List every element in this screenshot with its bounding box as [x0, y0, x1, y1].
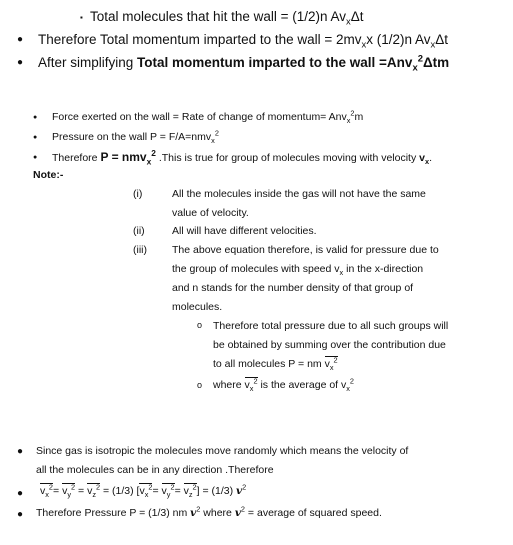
- line-total-molecules: Total molecules that hit the wall = (1/2)n $Av_x\Delta t$: [90, 9, 364, 28]
- note-iii-line4: molecules.: [172, 301, 223, 313]
- note-iii-line2: the group of molecules with speed $v_x$ in the x-direction: [172, 263, 424, 278]
- square-bullet: ▪: [80, 13, 83, 22]
- note-ii-line1: All will have different velocities.: [172, 225, 317, 237]
- disc-bullet: ●: [17, 446, 24, 457]
- line-therefore-pressure: Therefore P = nmv$_x^2$ .This is true for group of molecules moving with velocity $v_x$.: [52, 148, 432, 167]
- disc-bullet: ●: [17, 57, 24, 68]
- disc-bullet: ●: [17, 34, 24, 45]
- note-iii-line1: The above equation therefore, is valid for pressure due to: [172, 244, 439, 256]
- note-number-i: (i): [133, 188, 143, 200]
- disc-bullet: ●: [33, 134, 38, 141]
- note-i-line2: value of velocity.: [172, 207, 249, 219]
- final-pressure-line: Therefore Pressure P = (1/3) nm $v^2$ where $v^2$ = average of squared speed.: [36, 504, 382, 519]
- disc-bullet: ●: [33, 114, 38, 121]
- line-pressure: Pressure on the wall P = F/A=nmv$_x^2$: [52, 128, 219, 146]
- note-number-ii: (ii): [133, 225, 145, 237]
- circle-bullet: o: [197, 380, 203, 390]
- sub-total-pressure-line3: to all molecules P = nm $v_x^2$: [213, 355, 338, 373]
- disc-bullet: ●: [17, 488, 24, 499]
- note-i-line1: All the molecules inside the gas will not have the same: [172, 188, 426, 200]
- circle-bullet: o: [197, 320, 203, 330]
- sub-where-average: where $v_x^2$ is the average of $v_x^2$: [213, 376, 355, 394]
- line-after-simplifying: After simplifying Total momentum imparted to the wall =Anv$_x^2$Δtm: [38, 53, 450, 74]
- isotropic-equation: $v_x^2= v_y^2 = v_z^2 = (1/3)$ $[v_x^2= v_y^2= v_z^2] = (1/3)$ $v^2$: [40, 482, 247, 500]
- line-total-momentum: Therefore Total momentum imparted to the wall = $2mv_xx$ (1/2)n $Av_x\Delta t$: [38, 32, 449, 51]
- note-heading: Note:-: [33, 169, 64, 181]
- sub-total-pressure-line2: be obtained by summing over the contribution due: [213, 339, 446, 351]
- note-number-iii: (iii): [133, 244, 147, 256]
- disc-bullet: ●: [33, 154, 38, 161]
- line-force: Force exerted on the wall = Rate of change of momentum= Anv$_x^2$m: [52, 108, 364, 126]
- note-iii-line3: and n stands for the number density of that group of: [172, 282, 414, 294]
- sub-total-pressure-line1: Therefore total pressure due to all such groups will: [213, 320, 449, 332]
- isotropic-line2: all the molecules can be in any direction .Therefore: [36, 464, 274, 476]
- isotropic-line1: Since gas is isotropic the molecules move randomly which means the velocity of: [36, 445, 409, 457]
- disc-bullet: ●: [17, 509, 24, 520]
